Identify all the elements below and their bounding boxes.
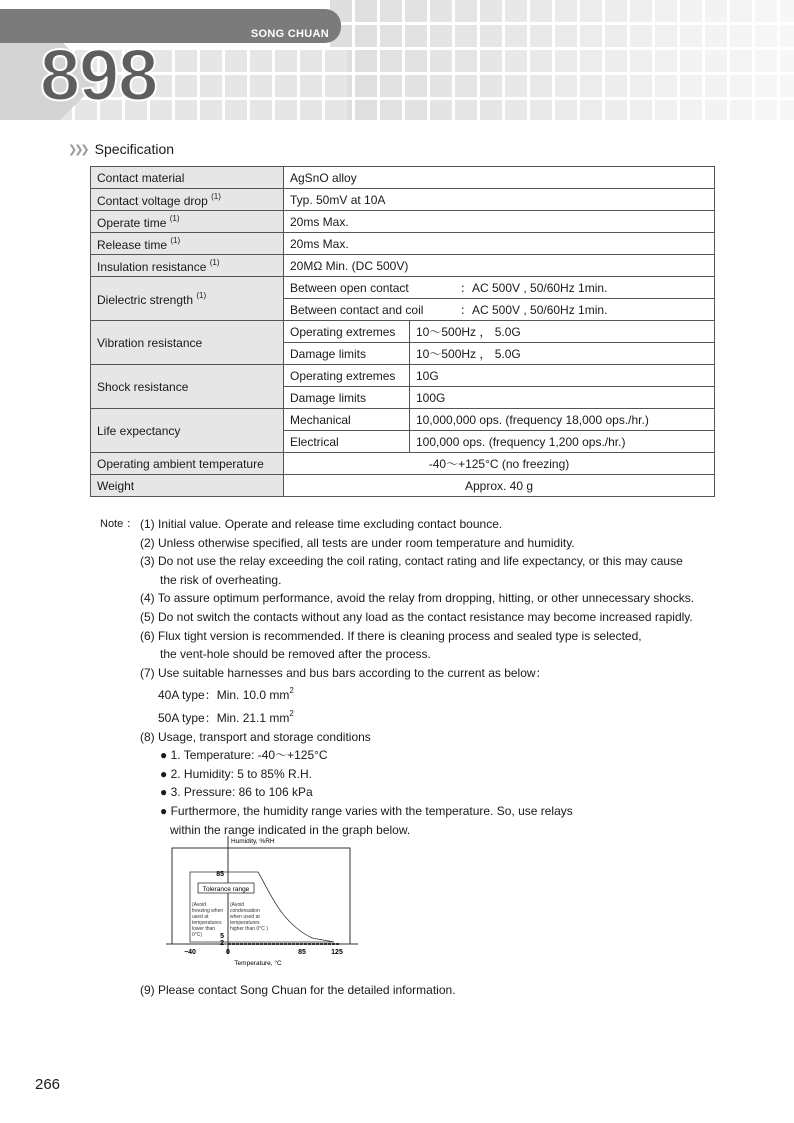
table-row <box>91 233 715 255</box>
spec-value: 100G <box>410 387 715 409</box>
right-note-line: (Avoid <box>230 902 245 908</box>
table-row <box>91 255 715 277</box>
label-text: Dielectric strength <box>97 292 194 307</box>
spec-value: 20ms Max. <box>284 211 715 233</box>
spec-value: 20ms Max. <box>284 233 715 255</box>
spec-value: Typ. 50mV at 10A <box>284 189 715 211</box>
chevrons-icon: ❯❯❯ <box>68 143 87 156</box>
spec-sub-label: Operating extremes <box>284 365 410 387</box>
label-text: Operate time <box>97 215 167 230</box>
note-item: (7) Use suitable harnesses and bus bars according to the current as below： <box>140 665 548 680</box>
left-note-line: (Avoid <box>192 902 207 908</box>
spec-value: 20MΩ Min. (DC 500V) <box>284 255 715 277</box>
table-row <box>91 321 715 343</box>
table-row <box>91 475 715 497</box>
note-text: 40A type：Min. 10.0 mm <box>158 688 290 703</box>
footnote-ref: (1) <box>209 257 220 267</box>
note-item: (8) Usage, transport and storage conditions <box>140 729 371 744</box>
spec-value: -40～+125°C (no freezing) <box>284 453 715 475</box>
left-note-line: 0°C) <box>192 932 203 938</box>
table-row <box>91 409 715 431</box>
superscript: 2 <box>289 686 294 696</box>
dielectric-value: ：AC 500V , 50/60Hz 1min. <box>460 281 608 295</box>
spec-label <box>91 189 284 211</box>
footnote-ref: (1) <box>170 235 181 245</box>
spec-sub-label: Damage limits <box>284 387 410 409</box>
note-item: ● 1. Temperature: -40～+125°C <box>160 748 328 763</box>
note-item: the vent-hole should be removed after the process. <box>160 647 431 662</box>
page-number: 266 <box>35 1076 61 1093</box>
dielectric-condition: Between contact and coil <box>290 303 424 317</box>
note-text: (1) Initial value. Operate and release time excluding contact bounce. <box>140 517 503 531</box>
right-note <box>230 902 268 932</box>
notes-section-continued <box>100 981 456 1000</box>
right-note-line: condensation <box>230 908 260 914</box>
notes-section <box>100 515 694 839</box>
left-note-line: lower than <box>192 926 216 932</box>
footnote-ref: (1) <box>169 213 180 223</box>
note-item: within the range indicated in the graph below. <box>170 822 411 837</box>
right-note-line: when used at <box>230 914 260 920</box>
dielectric-value: ：AC 500V , 50/60Hz 1min. <box>460 303 608 317</box>
right-note-line: temperatures <box>230 920 260 926</box>
note-item: ● 3. Pressure: 86 to 106 kPa <box>160 785 313 800</box>
note-item <box>100 705 694 728</box>
spec-label <box>91 277 284 321</box>
left-note-line: freezing when <box>192 908 224 914</box>
spec-value <box>284 299 715 321</box>
section-title-text: Specification <box>94 141 175 157</box>
spec-value: Approx. 40 g <box>284 475 715 497</box>
note-item: (5) Do not switch the contacts without any load as the contact resistance may become increased rapidly. <box>140 609 693 624</box>
label-text: Insulation resistance <box>97 259 207 274</box>
tolerance-label: Tolerance range <box>202 886 250 893</box>
spec-label <box>91 211 284 233</box>
note-item: ● Furthermore, the humidity range varies with the temperature. So, use relays <box>160 803 573 818</box>
model-number: 898 <box>40 36 158 116</box>
note-item: (3) Do not use the relay exceeding the coil rating, contact rating and life expectancy, or this may cause <box>140 554 683 569</box>
spec-sub-label: Electrical <box>284 431 410 453</box>
spec-sub-label: Mechanical <box>284 409 410 431</box>
page-header <box>0 0 794 120</box>
spec-value: 100,000 ops. (frequency 1,200 ops./hr.) <box>410 431 715 453</box>
y-tick: 2 <box>220 940 224 947</box>
x-tick: 125 <box>331 949 343 956</box>
footnote-ref: (1) <box>196 290 207 300</box>
right-note-line: higher than 0°C ) <box>230 926 268 932</box>
note-item <box>100 515 694 534</box>
spec-sub-label: Damage limits <box>284 343 410 365</box>
table-row <box>91 167 715 189</box>
spec-label: Contact material <box>91 167 284 189</box>
humidity-temperature-graph <box>162 832 362 972</box>
y-tick: 85 <box>216 871 224 878</box>
note-item: the risk of overheating. <box>160 572 282 587</box>
table-row <box>91 277 715 299</box>
spec-label: Shock resistance <box>91 365 284 409</box>
x-tick: −40 <box>184 949 196 956</box>
spec-label: Life expectancy <box>91 409 284 453</box>
note-text: 50A type：Min. 21.1 mm <box>158 710 290 725</box>
spec-label <box>91 255 284 277</box>
note-item: ● 2. Humidity: 5 to 85% R.H. <box>160 766 312 781</box>
spec-value <box>284 277 715 299</box>
x-tick: 85 <box>298 949 306 956</box>
left-note <box>192 902 223 938</box>
spec-label <box>91 233 284 255</box>
superscript: 2 <box>289 708 294 718</box>
table-row <box>91 211 715 233</box>
specification-table <box>90 166 715 497</box>
brand-name: SONG CHUAN <box>250 28 329 40</box>
spec-label: Operating ambient temperature <box>91 453 284 475</box>
dielectric-condition: Between open contact <box>290 281 409 295</box>
note-prefix: Note ： <box>100 518 138 530</box>
note-item: (6) Flux tight version is recommended. If there is cleaning process and sealed type is selected, <box>140 628 642 643</box>
section-title <box>68 141 174 157</box>
table-row <box>91 189 715 211</box>
left-note-line: used at <box>192 914 209 920</box>
spec-sub-label: Operating extremes <box>284 321 410 343</box>
note-item: (4) To assure optimum performance, avoid the relay from dropping, hitting, or other unnecessary shocks. <box>140 591 695 606</box>
x-axis-label: Temperature, °C <box>234 960 282 967</box>
y-tick: 5 <box>220 933 224 940</box>
spec-value: 10～500Hz ， 5.0G <box>410 343 715 365</box>
spec-value: 10G <box>410 365 715 387</box>
spec-value: 10,000,000 ops. (frequency 18,000 ops./hr.) <box>410 409 715 431</box>
note-item: (9) Please contact Song Chuan for the detailed information. <box>140 983 456 997</box>
spec-value: 10～500Hz ， 5.0G <box>410 321 715 343</box>
spec-value: AgSnO alloy <box>284 167 715 189</box>
y-axis-label: Humidity, %RH <box>231 838 275 845</box>
label-text: Release time <box>97 237 168 252</box>
footnote-ref: (1) <box>211 191 221 201</box>
note-item: (2) Unless otherwise specified, all tests are under room temperature and humidity. <box>140 535 575 550</box>
table-row <box>91 453 715 475</box>
table-row <box>91 365 715 387</box>
x-tick: 0 <box>226 949 230 956</box>
note-item <box>100 682 694 705</box>
label-text: Contact voltage drop <box>97 193 208 208</box>
spec-label: Vibration resistance <box>91 321 284 365</box>
spec-label: Weight <box>91 475 284 497</box>
left-note-line: temperatures <box>192 920 222 926</box>
